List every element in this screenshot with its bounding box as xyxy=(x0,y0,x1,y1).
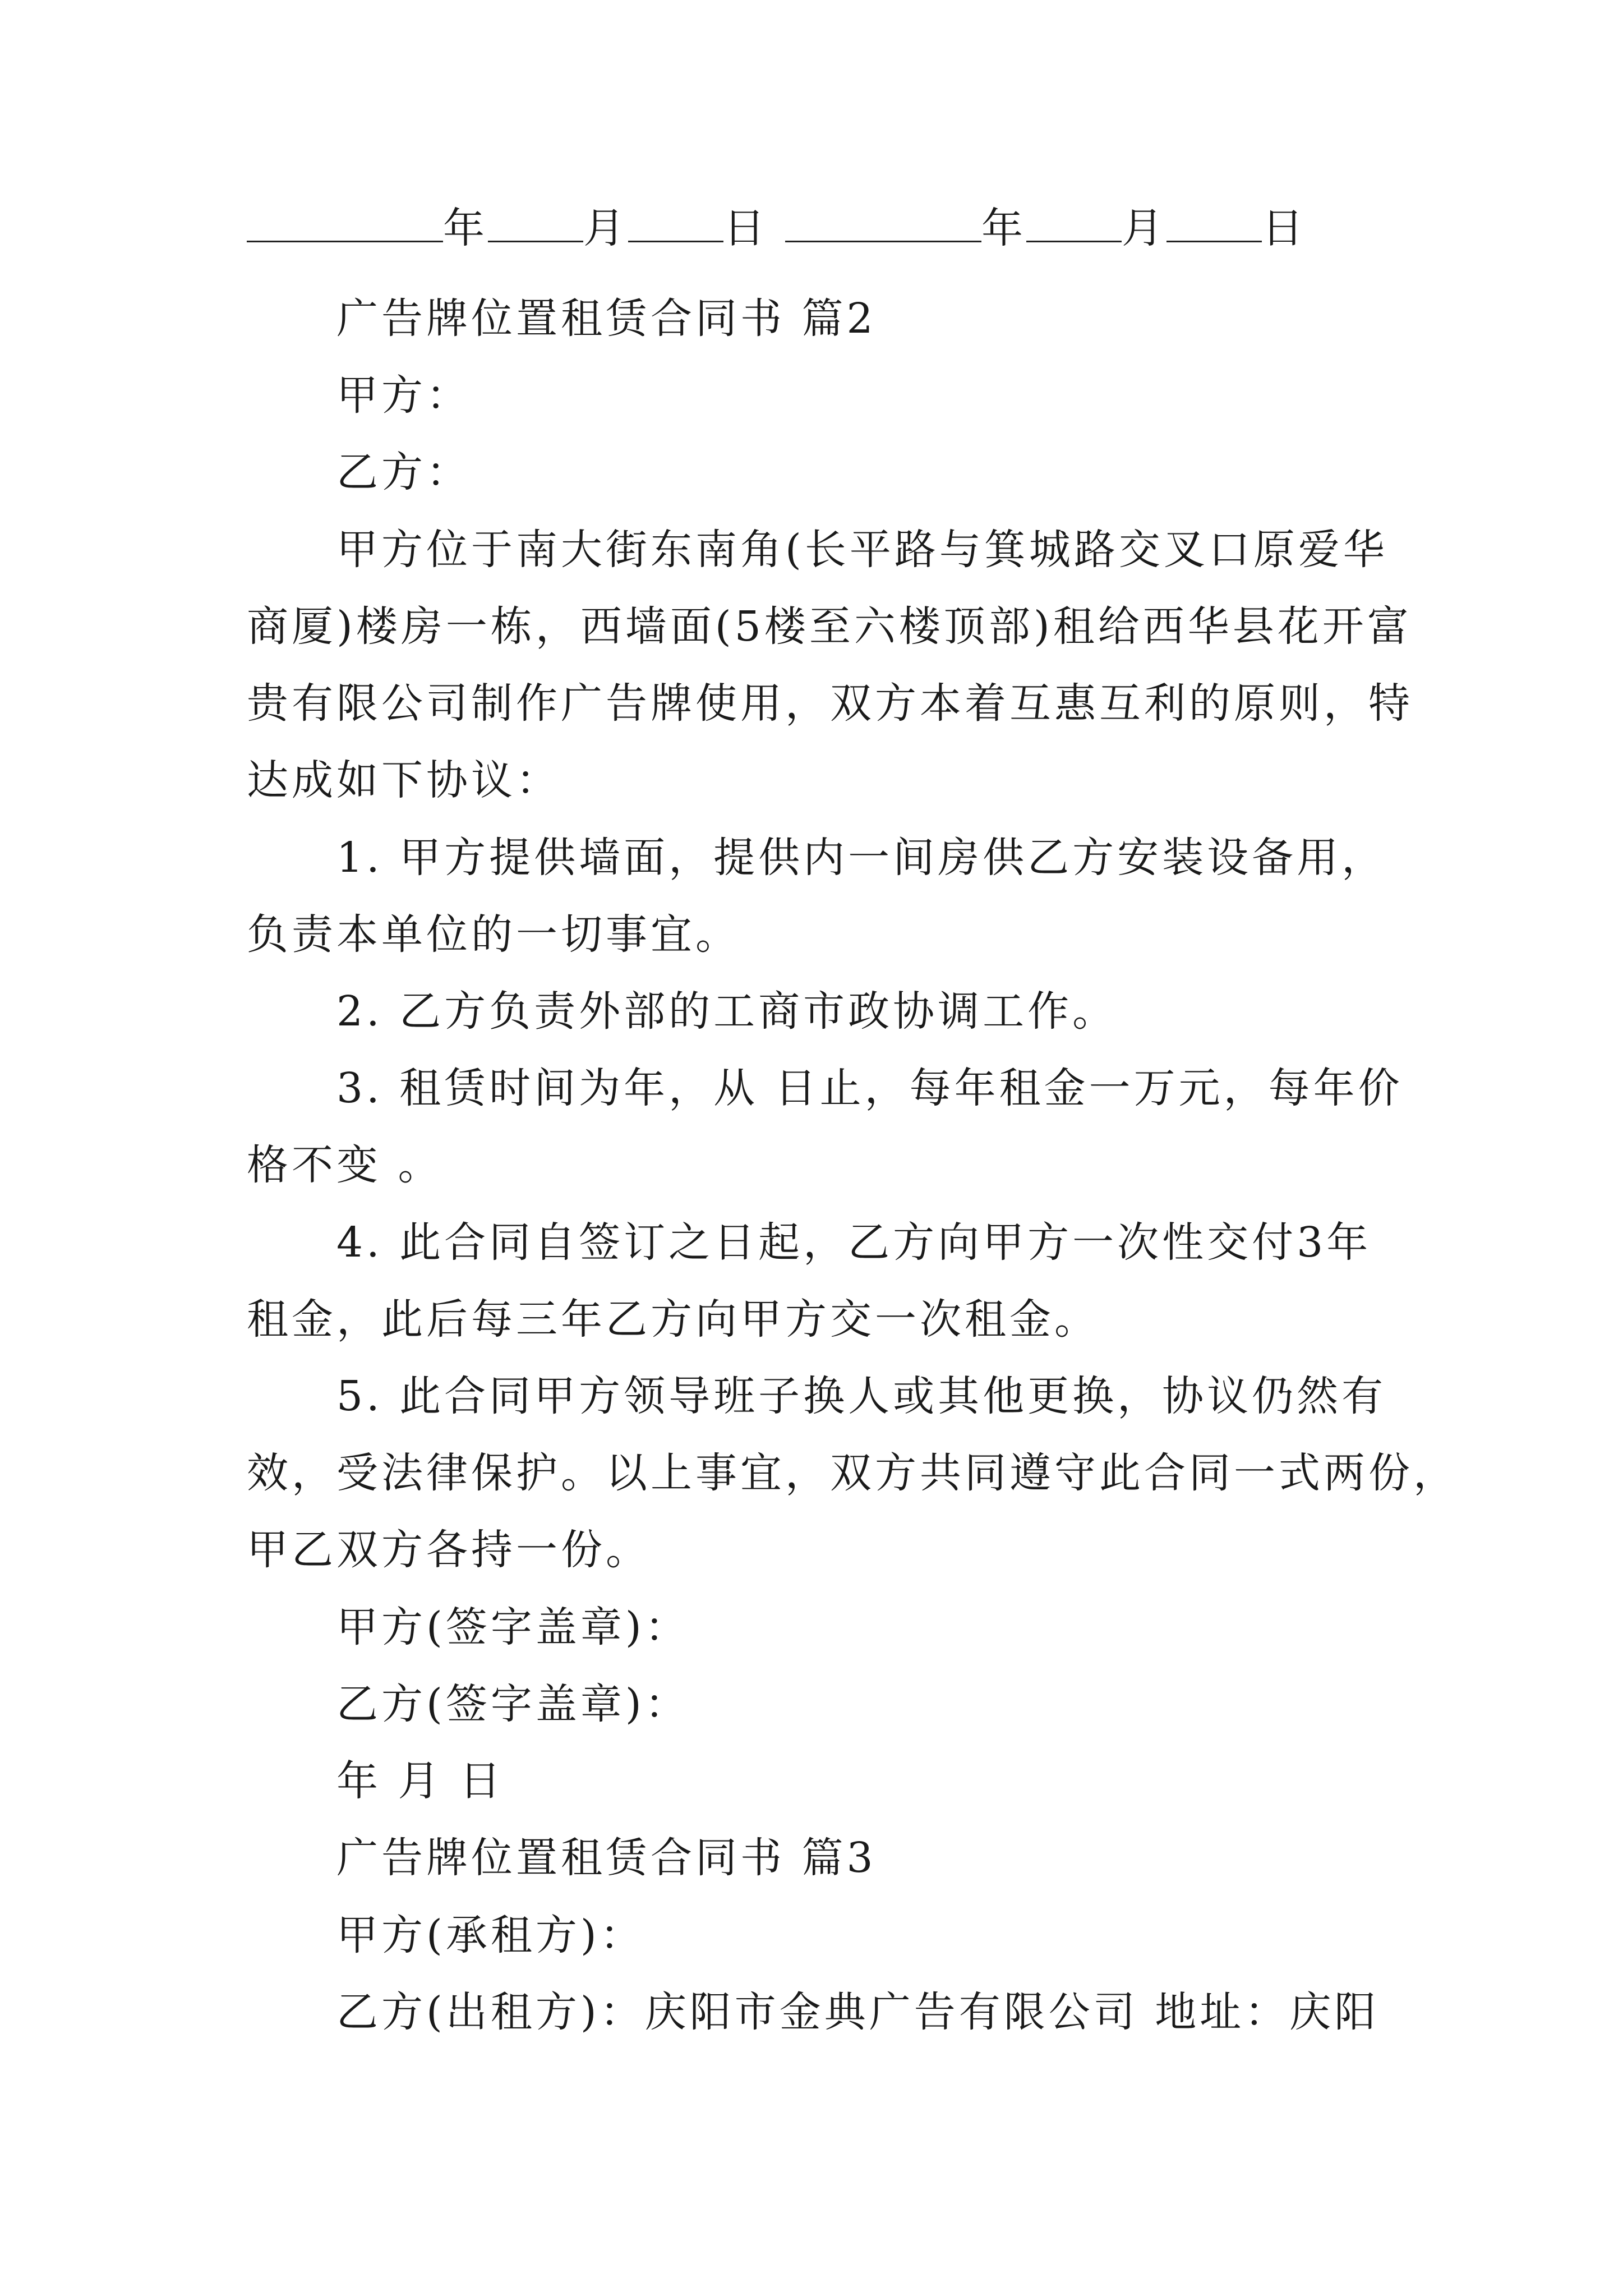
clause-2-line: 2. 乙方负责外部的工商市政协调工作。 xyxy=(336,987,1118,1036)
intro-line: 达成如下协议： xyxy=(247,756,561,804)
blank-line xyxy=(785,199,981,242)
lessee-label: 甲方(承租方)： xyxy=(336,1911,645,1959)
intro-line: 贵有限公司制作广告牌使用，双方本着互惠互利的原则，特 xyxy=(247,679,1413,728)
party-a-label: 甲方： xyxy=(336,371,471,420)
clause-4-line: 租金，此后每三年乙方向甲方交一次租金。 xyxy=(247,1295,1099,1343)
clause-1-line: 1. 甲方提供墙面，提供内一间房供乙方安装设备用， xyxy=(336,834,1387,882)
day-label: 日 xyxy=(723,204,768,252)
clause-3-line: 3. 租赁时间为年，从 日止，每年租金一万元，每年价 xyxy=(336,1064,1403,1112)
blank-line xyxy=(247,199,443,242)
blank-line xyxy=(1026,199,1122,242)
day-label: 日 xyxy=(1262,204,1307,252)
clause-1-line: 负责本单位的一切事宜。 xyxy=(247,910,740,959)
intro-line: 商厦)楼房一栋，西墙面(5楼至六楼顶部)租给西华县花开富 xyxy=(247,602,1412,651)
month-label: 月 xyxy=(1122,204,1166,252)
section-title: 广告牌位置租赁合同书 篇3 xyxy=(336,1834,877,1882)
party-a-signature: 甲方(签字盖章)： xyxy=(336,1603,690,1651)
blank-line xyxy=(1166,199,1262,242)
year-label: 年 xyxy=(981,204,1026,252)
clause-5-line: 效，受法律保护。以上事宜，双方共同遵守此合同一式两份， xyxy=(247,1449,1458,1497)
party-b-signature: 乙方(签字盖章)： xyxy=(336,1680,690,1728)
year-label: 年 xyxy=(443,204,488,252)
clause-5-line: 甲乙双方各持一份。 xyxy=(247,1526,651,1574)
month-label: 月 xyxy=(583,204,628,252)
blank-line xyxy=(628,199,723,242)
lessor-line: 乙方(出租方)：庆阳市金典广告有限公司 地址：庆阳 xyxy=(336,1988,1380,2036)
signature-date-line xyxy=(247,199,1380,255)
clause-3-line: 格不变 。 xyxy=(247,1141,443,1189)
party-b-label: 乙方： xyxy=(336,448,471,496)
intro-line: 甲方位于南大街东南角(长平路与箕城路交叉口原爱华 xyxy=(336,526,1388,574)
sign-date: 年 月 日 xyxy=(336,1757,505,1805)
clause-4-line: 4. 此合同自签订之日起，乙方向甲方一次性交付3年 xyxy=(336,1218,1372,1267)
clause-5-line: 5. 此合同甲方领导班子换人或其他更换，协议仍然有 xyxy=(336,1372,1387,1420)
section-title: 广告牌位置租赁合同书 篇2 xyxy=(336,295,877,343)
blank-line xyxy=(488,199,583,242)
